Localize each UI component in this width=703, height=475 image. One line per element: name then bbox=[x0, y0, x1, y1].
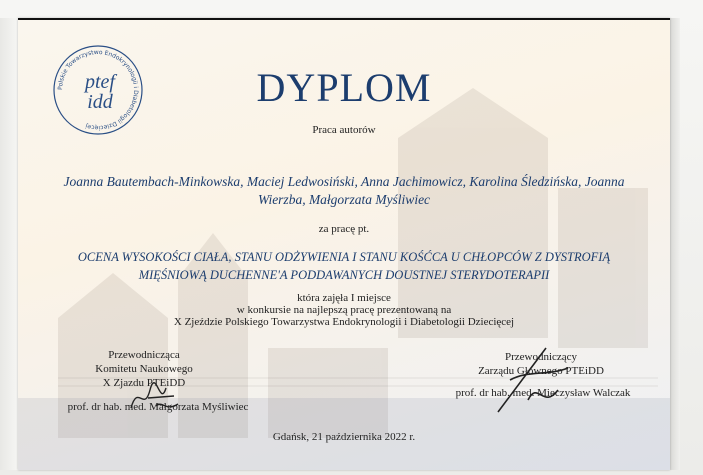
photo-left-edge bbox=[0, 18, 18, 470]
logo-mark-line1: ptef bbox=[85, 71, 115, 93]
place-text: która zajęła I miejsce bbox=[297, 292, 391, 304]
right-handwritten-signature bbox=[488, 340, 578, 420]
logo-ring-text: Polskie Towarzystwo Endokrynologii i Diabetologii Dziecięcej bbox=[56, 48, 140, 132]
left-signatory-name: prof. dr hab. med. Małgorzata Myśliwiec bbox=[67, 401, 249, 413]
right-role-1: Przewodniczący bbox=[504, 351, 578, 363]
logo-mark-line2: idd bbox=[87, 91, 113, 113]
right-role-2: Zarządu Głównego PTEiDD bbox=[478, 365, 604, 377]
for-work-text: za pracę pt. bbox=[318, 223, 370, 235]
right-signatory-name: prof. dr hab. med. Mieczysław Walczak bbox=[455, 387, 631, 399]
authors bbox=[48, 173, 640, 209]
authors-line-1: Joanna Bautembach-Minkowska, Maciej Ledwosiński, Anna Jachimowicz, Karolina Śledzińska, Joanna bbox=[63, 174, 625, 189]
thesis-line-2: MIĘŚNIOWĄ DUCHENNE'A PODDAWANYCH DOUSTNEJ STERYDOTERAPII bbox=[138, 268, 550, 282]
contest-line-1: w konkursie na najlepszą pracę prezentowaną na bbox=[236, 304, 452, 316]
left-role-1: Przewodnicząca bbox=[108, 349, 180, 361]
contest-line-2: X Zjeździe Polskiego Towarzystwa Endokrynologii i Diabetologii Dziecięcej bbox=[173, 316, 515, 328]
thesis-title bbox=[48, 248, 640, 284]
authors-line-2: Wierzba, Małgorzata Myśliwiec bbox=[257, 192, 431, 207]
diploma-sheet bbox=[18, 18, 670, 470]
thesis-line-1: OCENA WYSOKOŚCI CIAŁA, STANU ODŻYWIENIA I STANU KOŚĆCA U CHŁOPCÓW Z DYSTROFIĄ bbox=[77, 250, 611, 264]
left-role-2: Komitetu Naukowego bbox=[95, 363, 193, 375]
diploma-title: DYPLOM bbox=[256, 65, 432, 110]
left-role-3: X Zjazdu PTEiDD bbox=[102, 377, 186, 389]
left-handwritten-signature bbox=[126, 378, 186, 418]
photo-right-edge bbox=[670, 18, 680, 470]
intro-text: Praca autorów bbox=[312, 124, 376, 136]
date-place: Gdańsk, 21 października 2022 r. bbox=[272, 431, 416, 443]
